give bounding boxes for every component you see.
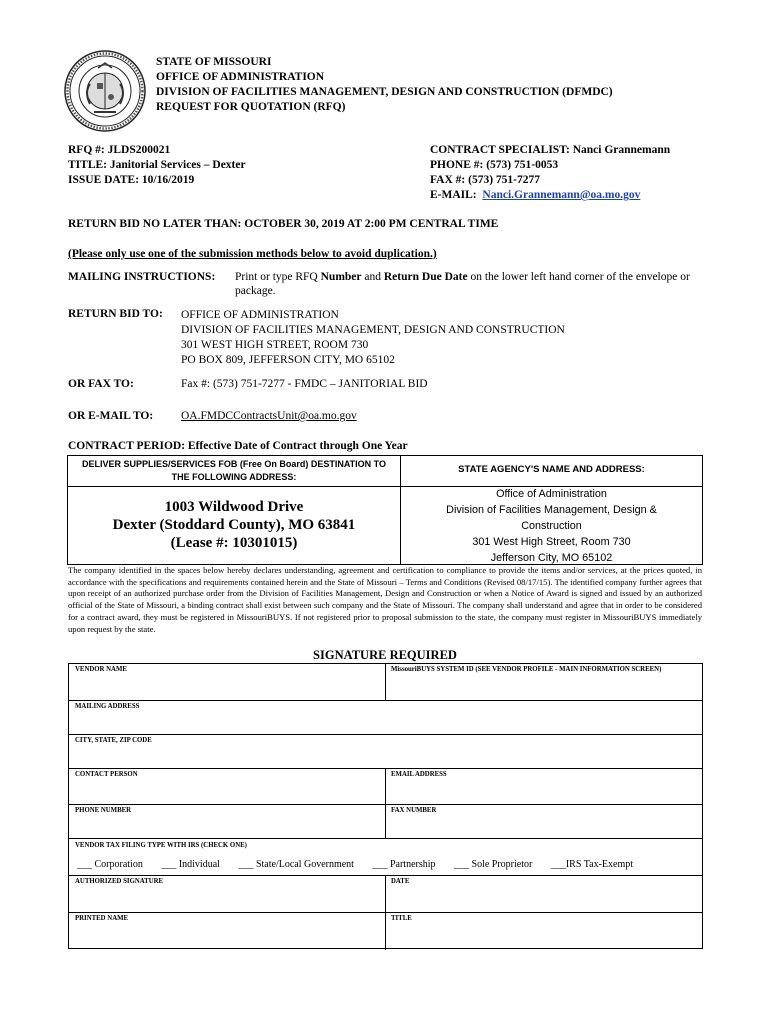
document-header [156, 55, 613, 115]
delivery-address-line: 1003 Wildwood Drive [164, 499, 304, 515]
tax-option-sole-proprietor[interactable]: ___ Sole Proprietor [454, 859, 533, 870]
rfq-info [68, 143, 246, 188]
mailing-instructions-label: MAILING INSTRUCTIONS: [68, 271, 216, 283]
delivery-address-line: (Lease #: 10301015) [170, 535, 298, 551]
tax-filing-type-label: VENDOR TAX FILING TYPE WITH IRS (CHECK ONE) [75, 842, 247, 849]
mailing-text-number: Number [320, 271, 362, 283]
contact-email-link[interactable]: Nanci.Grannemann@oa.mo.gov [482, 189, 641, 201]
signature-form [68, 663, 703, 949]
delivery-address-line: Dexter (Stoddard County), MO 63841 [112, 517, 356, 533]
email-to-link[interactable]: OA.FMDCContractsUnit@oa.mo.gov [181, 410, 357, 422]
mailing-text-pre: Print or type RFQ [235, 271, 321, 283]
contact-person-field[interactable]: CONTACT PERSON [75, 771, 138, 778]
agency-address-line: Office of Administration [496, 488, 607, 500]
agency-address-line: Construction [521, 520, 582, 532]
return-bid-label: RETURN BID TO: [68, 308, 163, 320]
header-line-division: DIVISION OF FACILITIES MANAGEMENT, DESIGN AND CONSTRUCTION (DFMDC) [156, 86, 613, 98]
delivery-header-line: DELIVER SUPPLIES/SERVICES FOB (Free On Board) DESTINATION TO [81, 459, 387, 469]
printed-name-field[interactable]: PRINTED NAME [75, 915, 129, 922]
agency-address [401, 486, 702, 566]
delivery-table [67, 455, 703, 565]
city-state-zip-field[interactable]: CITY, STATE, ZIP CODE [75, 737, 152, 744]
mailing-text-mid: and [361, 271, 384, 283]
certification-paragraph: The company identified in the spaces below hereby declares understanding, agreement and certification to compliance to provide the items and/or services, at the prices quoted, in accordance with the specifications and requirements contained herein and the State of Missouri – Terms and Conditions (Revised 08/17/15). The identified company further agrees that upon receipt of an authorized purchase order from the Division of Facilities Management, Design and Construction or when a Notice of Award is signed and issued by an authorized official of the State of Missouri, a binding contract shall exist between such company and the State of Missouri. The company shall understand and agree that in order to be considered for a contract award, they must be registered in MissouriBUYS. If not registered prior to proposal submission to the state, the company must register in MissouriBUYS immediately upon request by the state. [68, 565, 702, 634]
mailing-text-due-date: Return Due Date [383, 271, 468, 283]
tax-option-partnership[interactable]: ___ Partnership [372, 859, 436, 870]
return-deadline: RETURN BID NO LATER THAN: OCTOBER 30, 2019 AT 2:00 PM CENTRAL TIME [68, 218, 499, 230]
rfq-title: TITLE: Janitorial Services – Dexter [68, 159, 246, 171]
return-bid-line: PO BOX 809, JEFFERSON CITY, MO 65102 [181, 354, 395, 366]
header-line-state: STATE OF MISSOURI [156, 56, 272, 68]
date-field[interactable]: DATE [391, 878, 410, 885]
return-bid-line: OFFICE OF ADMINISTRATION [181, 309, 339, 321]
state-seal-icon [64, 50, 146, 132]
agency-address-line: Jefferson City, MO 65102 [490, 552, 613, 564]
submission-note: (Please only use one of the submission methods below to avoid duplication.) [68, 248, 437, 260]
signature-required-title: SIGNATURE REQUIRED [313, 648, 457, 662]
mailing-address-field[interactable]: MAILING ADDRESS [75, 703, 140, 710]
delivery-address [68, 498, 400, 552]
fax-to-label: OR FAX TO: [68, 378, 134, 390]
issue-date: ISSUE DATE: 10/16/2019 [68, 174, 195, 186]
tax-option-corporation[interactable]: ___ Corporation [77, 859, 143, 870]
delivery-header-line: THE FOLLOWING ADDRESS: [171, 471, 297, 482]
contract-specialist: CONTRACT SPECIALIST: Nanci Grannemann [430, 144, 671, 156]
return-bid-address [181, 308, 565, 368]
tax-option-government[interactable]: ___ State/Local Government [238, 859, 354, 870]
tax-option-individual[interactable]: ___ Individual [161, 859, 220, 870]
contact-email-row [430, 188, 670, 203]
fax-number-field[interactable]: FAX NUMBER [391, 807, 437, 814]
email-to-label: OR E-MAIL TO: [68, 410, 154, 422]
contact-fax: FAX #: (573) 751-7277 [430, 174, 540, 186]
agency-header: STATE AGENCY'S NAME AND ADDRESS: [458, 464, 645, 475]
phone-number-field[interactable]: PHONE NUMBER [75, 807, 132, 814]
rfq-number: RFQ #: JLDS200021 [68, 144, 171, 156]
email-address-field[interactable]: EMAIL ADDRESS [391, 771, 447, 778]
contact-info [430, 143, 670, 203]
delivery-header [68, 458, 400, 483]
mailing-text-post: on the lower left hand corner of the envelope or package. [235, 271, 690, 297]
mailing-instructions-text [235, 271, 705, 298]
tax-filing-options [77, 859, 649, 870]
agency-address-line: 301 West High Street, Room 730 [472, 536, 631, 548]
header-line-rfq: REQUEST FOR QUOTATION (RFQ) [156, 101, 346, 113]
return-bid-line: DIVISION OF FACILITIES MANAGEMENT, DESIGN AND CONSTRUCTION [181, 324, 565, 336]
agency-address-line: Division of Facilities Management, Design & [446, 504, 657, 516]
email-label: E-MAIL: [430, 189, 477, 201]
title-field[interactable]: TITLE [391, 915, 412, 922]
vendor-name-field[interactable]: VENDOR NAME [75, 666, 127, 673]
authorized-signature-field[interactable]: AUTHORIZED SIGNATURE [75, 878, 164, 885]
contract-period: CONTRACT PERIOD: Effective Date of Contract through One Year [68, 440, 408, 452]
header-line-office: OFFICE OF ADMINISTRATION [156, 71, 325, 83]
missouribuys-id-field[interactable]: MissouriBUYS SYSTEM ID (SEE VENDOR PROFILE - MAIN INFORMATION SCREEN) [391, 666, 662, 673]
fax-to-text: Fax #: (573) 751-7277 - FMDC – JANITORIAL BID [181, 378, 428, 390]
contact-phone: PHONE #: (573) 751-0053 [430, 159, 559, 171]
return-bid-line: 301 WEST HIGH STREET, ROOM 730 [181, 339, 369, 351]
tax-option-irs-exempt[interactable]: ___IRS Tax-Exempt [550, 859, 634, 870]
